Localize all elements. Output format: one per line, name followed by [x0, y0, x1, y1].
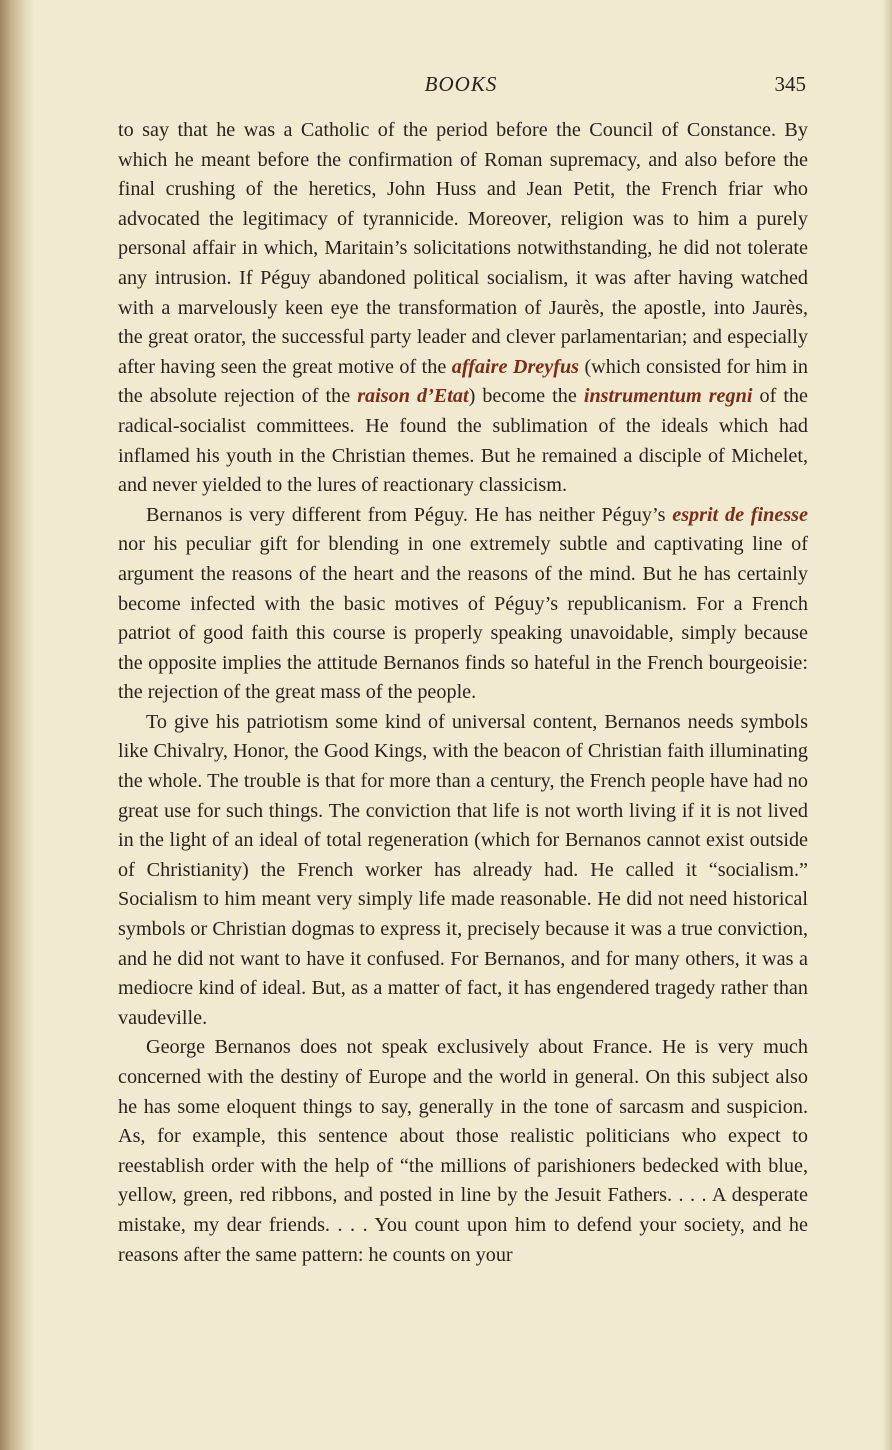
page-edge: [882, 0, 892, 1450]
body-text: [118, 116, 808, 1270]
running-title: BOOKS: [424, 72, 498, 96]
italic-phrase: affaire Dreyfus: [451, 355, 580, 378]
paragraph: [118, 708, 808, 1034]
italic-phrase: esprit de finesse: [672, 503, 808, 526]
text-run: ) become the: [468, 385, 584, 408]
paragraph: [118, 116, 808, 501]
book-spine-shadow: [0, 0, 34, 1450]
italic-phrase: raison d’Etat: [357, 385, 469, 408]
page-number: 345: [774, 72, 806, 96]
text-run: of the radical-socialist committees. He found the sublimation of the ideals which had inflamed his youth in the Christian themes. But he remained a disciple of Michelet, and never yielded to the lures of reactionary classicism.: [118, 385, 808, 497]
italic-phrase: instrumentum regni: [583, 385, 753, 408]
running-header: [116, 72, 806, 104]
text-run: to say that he was a Catholic of the period before the Council of Constance. By which he meant before the confirmation of Roman supremacy, and also before the final crushing of the heretics, John Huss and Jean Petit, the French friar who advocated the legitimacy of tyrannicide. Moreover, religion was to him a purely personal affair in which, Maritain’s solicitations notwithstanding, he did not tolerate any intrusion. If Péguy abandoned political socialism, it was after having watched with a marvelously keen eye the transformation of Jaurès, the apostle, into Jaurès, the great orator, the successful party leader and clever parlamentarian; and especially after having seen the great motive of the: [118, 119, 808, 378]
text-run: George Bernanos does not speak exclusively about France. He is very much concerned with the destiny of Europe and the world in general. On this subject also he has some eloquent things to say, generally in the tone of sarcasm and suspicion. As, for example, this sentence about those realistic politicians who expect to reestablish order with the help of “the millions of parishioners bedecked with blue, yellow, green, red ribbons, and posted in line by the Jesuit Fathers. . . . A desperate mistake, my dear friends. . . . You count upon him to defend your society, and he reasons after the same pattern: he counts on your: [118, 1036, 808, 1266]
paragraph: [118, 501, 808, 708]
paragraph: [118, 1033, 808, 1270]
text-run: To give his patriotism some kind of universal content, Bernanos needs symbols like Chivalry, Honor, the Good Kings, with the beacon of Christian faith illuminating the whole. The trouble is that for more than a century, the French people have had no great use for such things. The conviction that life is not worth living if it is not lived in the light of an ideal of total regeneration (which for Bernanos cannot exist outside of Christianity) the French worker has already had. He called it “socialism.” Socialism to him meant very simply life made reasonable. He did not need historical symbols or Christian dogmas to express it, precisely because it was a true conviction, and he did not want to have it confused. For Bernanos, and for many others, it was a mediocre kind of ideal. But, as a matter of fact, it has engendered tragedy rather than vaudeville.: [118, 710, 808, 1029]
text-run: nor his peculiar gift for blending in one extremely subtle and captivating line of argument the reasons of the heart and the reasons of the mind. But he has certainly become infected with the basic motives of Péguy’s republicanism. For a French patriot of good faith this course is properly speaking unavoidable, simply because the opposite implies the attitude Bernanos finds so hateful in the French bourgeoisie: the rejection of the great mass of the people.: [118, 533, 808, 704]
text-run: (which consisted for him in the absolute rejection of the: [118, 355, 808, 408]
text-run: Bernanos is very different from Péguy. He has neither Péguy’s: [146, 503, 673, 526]
